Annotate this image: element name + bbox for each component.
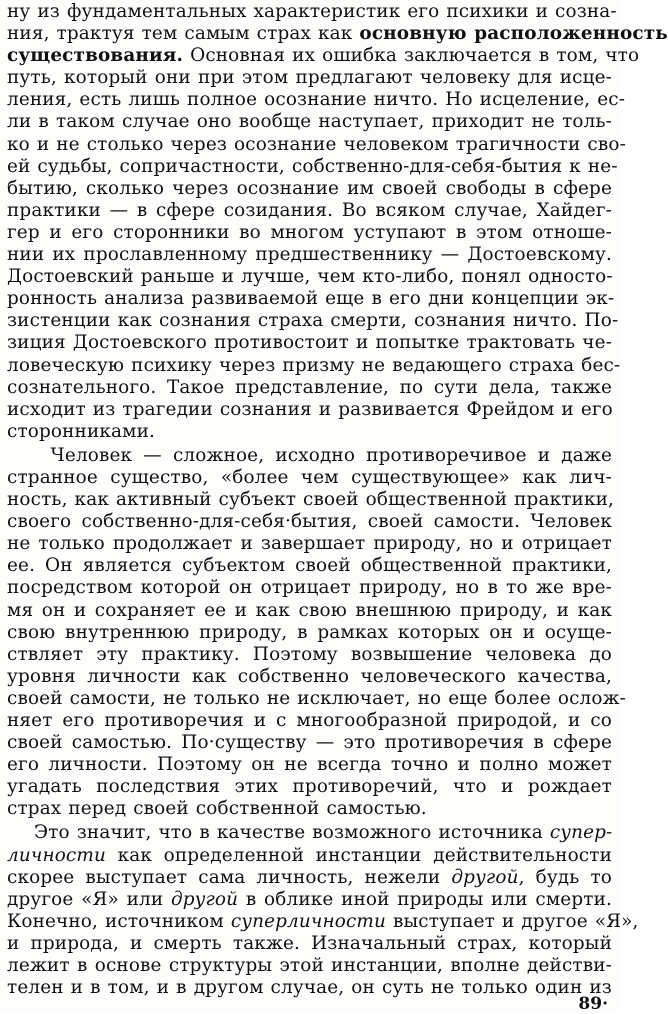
italic-text: другой bbox=[170, 888, 239, 910]
text-segment: странное существо, «более чем существующее» как лич- bbox=[7, 466, 612, 488]
text-segment: ее. Он является субъектом своей общественной практики, bbox=[7, 555, 612, 577]
text-segment: посредством которой он отрицает природу, но в то же вре- bbox=[7, 577, 612, 599]
text-line bbox=[7, 467, 612, 489]
text-line bbox=[7, 822, 612, 844]
text-line bbox=[7, 178, 612, 200]
text-line bbox=[7, 377, 612, 399]
text-line bbox=[7, 798, 612, 820]
text-segment: сторонниками. bbox=[7, 420, 155, 442]
text-segment: сознательного. Такое представление, по сути дела, также bbox=[7, 376, 612, 398]
text-line bbox=[7, 776, 612, 798]
text-segment: няет его противоречия и с многообразной природой, и со bbox=[7, 710, 612, 731]
text-line bbox=[7, 577, 612, 599]
text-line bbox=[7, 1, 617, 23]
text-segment: мя он и сохраняет ее и как свою внешнюю природу, и как bbox=[7, 599, 612, 621]
italic-text: личности bbox=[7, 844, 106, 866]
text-segment: его личности. Поэтому он не всегда точно и полно может bbox=[7, 754, 612, 776]
text-line bbox=[7, 67, 612, 89]
text-line bbox=[7, 845, 612, 867]
text-line bbox=[7, 955, 612, 977]
text-line bbox=[7, 710, 612, 732]
text-line bbox=[7, 354, 621, 377]
text-segment: лежит в основе структуры этой инстанции, вполне действи- bbox=[7, 955, 612, 977]
text-line bbox=[7, 155, 618, 178]
text-segment: своей самости, не только не исключает, но еще более ослож- bbox=[7, 687, 627, 709]
italic-text: суперличности bbox=[230, 910, 387, 932]
text-line bbox=[7, 332, 612, 354]
text-segment: страх перед своей собственной самостью. bbox=[7, 798, 427, 820]
text-line bbox=[7, 421, 612, 443]
text-line bbox=[7, 600, 612, 622]
text-segment: выступает и другое «Я», bbox=[386, 910, 639, 932]
text-line bbox=[7, 200, 612, 222]
bold-text: существования. bbox=[7, 45, 184, 67]
text-line bbox=[7, 45, 640, 67]
text-segment: путь, который они при этом предлагают человеку для исце- bbox=[7, 67, 612, 89]
text-line bbox=[7, 399, 612, 421]
text-segment: и природа, и смерть также. Изначальный страх, который bbox=[7, 932, 612, 954]
text-line bbox=[7, 222, 612, 244]
text-line bbox=[7, 867, 612, 889]
text-line bbox=[7, 288, 615, 310]
text-segment: в облике иной природы или смерти. bbox=[238, 888, 612, 910]
page-body-text bbox=[7, 1, 668, 999]
text-line bbox=[7, 244, 612, 266]
text-line bbox=[7, 555, 612, 577]
text-segment: ность, как активный субъект своей общественной практики, bbox=[7, 489, 614, 511]
text-line bbox=[7, 977, 612, 999]
text-line bbox=[7, 732, 612, 754]
text-line bbox=[7, 511, 612, 533]
text-segment: телен и в том, и в другом случае, он суть не только один из bbox=[7, 977, 612, 999]
text-line bbox=[7, 89, 626, 111]
text-segment: , будь то bbox=[518, 866, 612, 888]
text-segment: Конечно, источником bbox=[7, 910, 231, 932]
text-segment: ления, есть лишь полное осознание ничто. Но исцеление, ес- bbox=[7, 89, 626, 111]
text-line bbox=[7, 622, 612, 644]
text-segment: зистенции как сознания страха смерти, сознания ничто. По- bbox=[7, 310, 619, 332]
text-segment: ловеческую психику через призму не ведающего страха бес- bbox=[7, 354, 621, 376]
text-segment: практики — в сфере созидания. Во всяком случае, Хайдег- bbox=[7, 199, 612, 221]
text-line bbox=[7, 910, 639, 933]
text-segment: нии их прославленному предшественнику — Достоевскому. bbox=[7, 244, 612, 266]
text-line bbox=[7, 23, 668, 45]
text-segment: Достоевский раньше и лучше, чем кто-либо, понял односто- bbox=[7, 266, 613, 288]
text-segment: ронность анализа развиваемой еще в его дни концепции эк- bbox=[7, 288, 615, 310]
text-segment: ну из фундаментальных характеристик его психики и созна- bbox=[7, 1, 617, 22]
text-segment: Это значит, что в качестве возможного источника bbox=[7, 822, 550, 844]
text-line bbox=[7, 133, 626, 156]
text-segment: зиция Достоевского противостоит и попытке трактовать че- bbox=[7, 332, 612, 354]
italic-text: другой bbox=[451, 866, 519, 888]
text-segment: уровня личности как собственно человеческого качества, bbox=[7, 665, 612, 687]
text-segment: другое «Я» или bbox=[7, 888, 171, 910]
text-line bbox=[7, 687, 627, 710]
text-line bbox=[7, 754, 612, 776]
text-line bbox=[7, 266, 612, 288]
text-segment: ей судьбы, сопричастности, собственно-для-себя-бытия к не- bbox=[7, 155, 618, 177]
italic-text: супер- bbox=[549, 822, 613, 844]
text-segment: ко и не столько через осознание человеком трагичности сво- bbox=[7, 133, 626, 155]
text-segment: как определенной инстанции действительности bbox=[105, 844, 612, 866]
text-segment: угадать последствия этих противоречий, что и рождает bbox=[7, 776, 612, 798]
text-line bbox=[7, 933, 612, 955]
text-line bbox=[7, 889, 612, 911]
text-line bbox=[7, 644, 612, 666]
text-segment: ния, трактуя тем самым страх как bbox=[7, 23, 360, 45]
text-line bbox=[7, 533, 612, 555]
text-segment: свою внутреннюю природу, в рамках которых он и осуще- bbox=[7, 621, 612, 643]
text-segment: не только продолжает и завершает природу, но и отрицает bbox=[7, 533, 612, 555]
text-line bbox=[7, 111, 612, 133]
text-segment: Человек — сложное, исходно противоречивое и даже bbox=[7, 444, 612, 466]
page-number: 89· bbox=[578, 994, 608, 1014]
text-segment: скорее выступает сама личность, нежели bbox=[7, 866, 452, 888]
text-segment: Основная их ошибка заключается в том, что bbox=[183, 45, 640, 67]
text-line bbox=[7, 445, 612, 467]
text-segment: своего собственно-для-себя·бытия, своей самости. Человек bbox=[7, 511, 612, 533]
text-segment: бытию, сколько через осознание им своей свободы в сфере bbox=[7, 177, 612, 199]
text-segment: своей самостью. По·существу — это противоречия в сфере bbox=[7, 732, 612, 754]
bold-text: основную расположенность bbox=[359, 23, 668, 45]
text-line bbox=[7, 310, 619, 332]
text-line bbox=[7, 489, 612, 511]
text-segment: исходит из трагедии сознания и развивается Фрейдом и его bbox=[7, 398, 613, 420]
text-line bbox=[7, 666, 612, 688]
text-segment: ли в таком случае оно вообще наступает, приходит не толь- bbox=[7, 111, 612, 133]
text-segment: ствляет эту практику. Поэтому возвышение человека до bbox=[7, 643, 612, 665]
text-segment: гер и его сторонники во многом уступают в этом отноше- bbox=[7, 221, 612, 243]
